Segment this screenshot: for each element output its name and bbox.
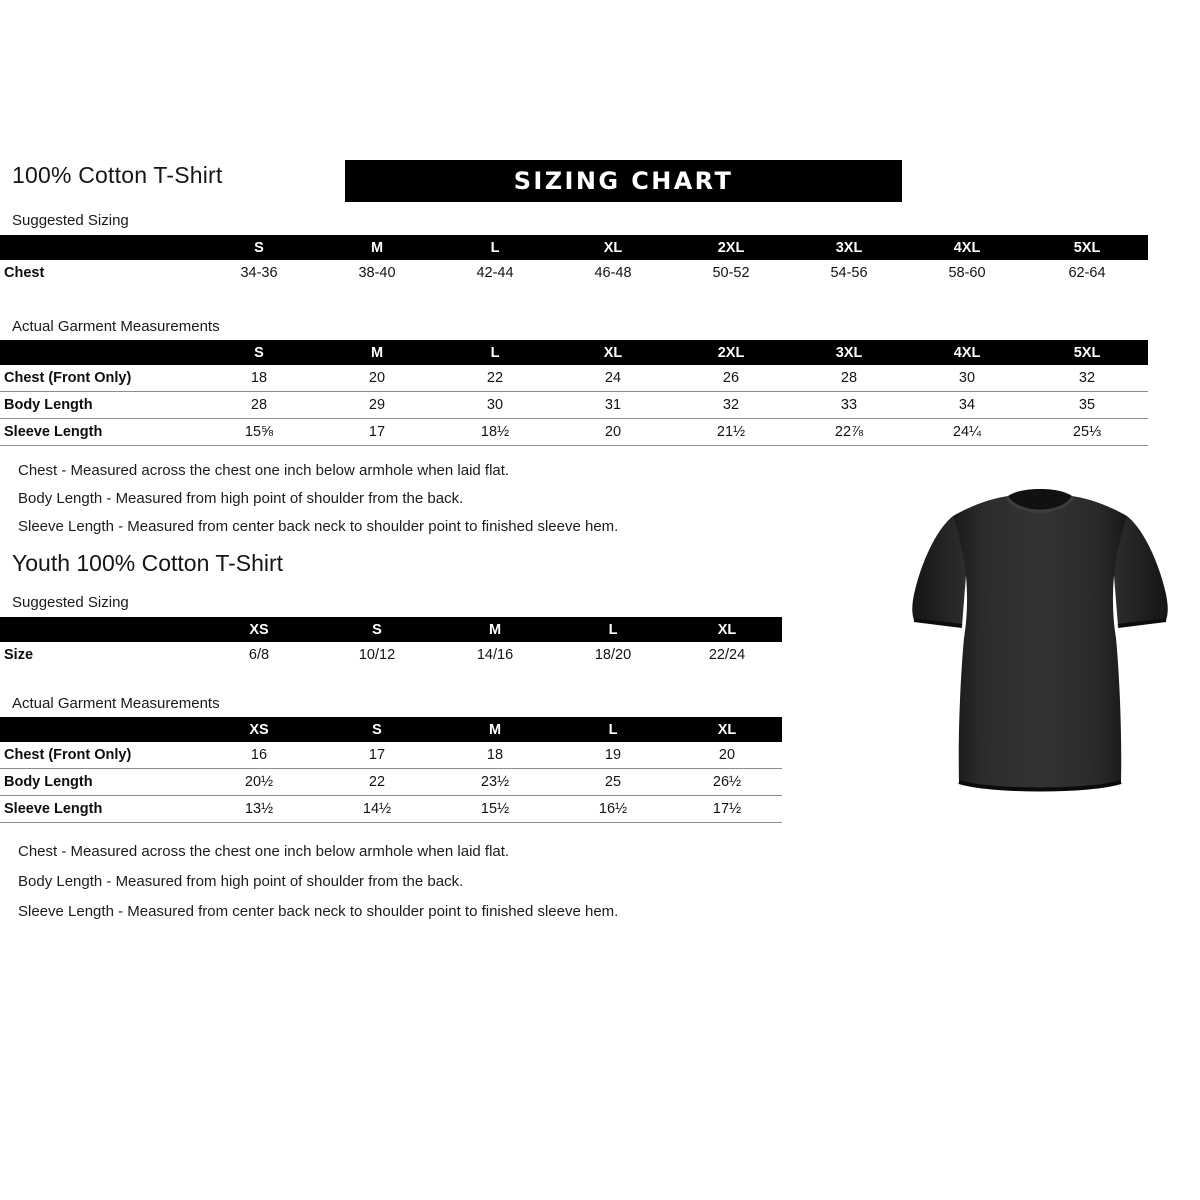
cell: 20½ <box>200 769 318 796</box>
cell: 19 <box>554 742 672 769</box>
adult-actual-label: Actual Garment Measurements <box>12 318 220 335</box>
col-head-8: 5XL <box>1026 340 1148 365</box>
youth-actual-label: Actual Garment Measurements <box>12 695 220 712</box>
cell: 21½ <box>672 419 790 446</box>
col-head-7: 4XL <box>908 340 1026 365</box>
col-head-3: M <box>436 717 554 742</box>
cell: 34-36 <box>240 265 278 281</box>
cell: 33 <box>790 392 908 419</box>
table-header-row <box>0 717 782 742</box>
cell: 30 <box>436 392 554 419</box>
cell: 38-40 <box>358 265 396 281</box>
cell: 16½ <box>554 796 672 823</box>
table-row <box>0 260 1148 286</box>
col-head-0 <box>0 617 200 642</box>
youth-note-body-length: Body Length - Measured from high point of shoulder from the back. <box>18 873 464 890</box>
cell: 20 <box>672 742 782 769</box>
table-row <box>0 742 782 769</box>
cell: 28 <box>200 392 318 419</box>
cell: 22⅞ <box>790 419 908 446</box>
col-head-0 <box>0 340 200 365</box>
cell: 46-48 <box>594 265 632 281</box>
cell: 42-44 <box>476 265 514 281</box>
col-head-3: L <box>436 235 554 260</box>
cell: 54-56 <box>830 265 868 281</box>
cell: 6/8 <box>248 647 270 663</box>
cell: 50-52 <box>712 265 750 281</box>
col-head-4: L <box>554 617 672 642</box>
col-head-1: XS <box>200 717 318 742</box>
table-row <box>0 392 1148 419</box>
sizing-chart-banner <box>345 160 902 202</box>
col-head-6: 3XL <box>790 235 908 260</box>
cell: 26½ <box>672 769 782 796</box>
table-row <box>0 365 1148 392</box>
col-head-2: S <box>318 717 436 742</box>
table-row <box>0 642 782 668</box>
cell: 17 <box>318 419 436 446</box>
row-label: Body Length <box>0 392 200 419</box>
col-head-5: 2XL <box>672 340 790 365</box>
row-label: Sleeve Length <box>0 419 200 446</box>
col-head-4: L <box>554 717 672 742</box>
row-label: Size <box>4 647 34 663</box>
cell: 20 <box>554 419 672 446</box>
adult-note-sleeve-length: Sleeve Length - Measured from center back neck to shoulder point to finished sleeve hem. <box>18 518 619 535</box>
col-head-5: XL <box>672 617 782 642</box>
col-head-3: M <box>436 617 554 642</box>
cell: 14/16 <box>476 647 514 663</box>
cell: 26 <box>672 365 790 392</box>
cell: 10/12 <box>358 647 396 663</box>
cell: 18 <box>436 742 554 769</box>
row-label: Chest (Front Only) <box>0 742 200 769</box>
adult-note-chest: Chest - Measured across the chest one inch below armhole when laid flat. <box>18 462 510 479</box>
cell: 25 <box>554 769 672 796</box>
col-head-2: M <box>318 235 436 260</box>
cell: 13½ <box>200 796 318 823</box>
cell: 14½ <box>318 796 436 823</box>
youth-actual-table <box>0 717 782 823</box>
cell: 17 <box>318 742 436 769</box>
adult-suggested-table <box>0 235 1148 286</box>
col-head-7: 4XL <box>908 235 1026 260</box>
cell: 23½ <box>436 769 554 796</box>
cell: 29 <box>318 392 436 419</box>
cell: 16 <box>200 742 318 769</box>
row-label: Chest (Front Only) <box>0 365 200 392</box>
adult-note-body-length: Body Length - Measured from high point of shoulder from the back. <box>18 490 464 507</box>
col-head-5: XL <box>672 717 782 742</box>
page-title: 100% Cotton T-Shirt <box>12 162 223 188</box>
table-header-row <box>0 235 1148 260</box>
cell: 24 <box>554 365 672 392</box>
col-head-0 <box>0 235 200 260</box>
cell: 31 <box>554 392 672 419</box>
table-row <box>0 419 1148 446</box>
col-head-6: 3XL <box>790 340 908 365</box>
cell: 22/24 <box>708 647 746 663</box>
col-head-3: L <box>436 340 554 365</box>
row-label: Body Length <box>0 769 200 796</box>
table-header-row <box>0 340 1148 365</box>
cell: 22 <box>318 769 436 796</box>
cell: 18 <box>200 365 318 392</box>
row-label: Chest <box>4 265 45 281</box>
header <box>12 160 902 202</box>
cell: 18½ <box>436 419 554 446</box>
cell: 17½ <box>672 796 782 823</box>
table-header-row <box>0 617 782 642</box>
black-t-shirt-icon <box>890 470 1190 815</box>
col-head-1: S <box>200 235 318 260</box>
cell: 58-60 <box>948 265 986 281</box>
cell: 62-64 <box>1068 265 1106 281</box>
cell: 20 <box>318 365 436 392</box>
adult-actual-table <box>0 340 1148 446</box>
col-head-1: S <box>200 340 318 365</box>
col-head-2: M <box>318 340 436 365</box>
youth-suggested-table <box>0 617 782 668</box>
banner-label: SIZING CHART <box>513 167 734 195</box>
youth-suggested-label: Suggested Sizing <box>12 594 129 611</box>
cell: 34 <box>908 392 1026 419</box>
col-head-8: 5XL <box>1026 235 1148 260</box>
cell: 35 <box>1026 392 1148 419</box>
cell: 18/20 <box>594 647 632 663</box>
cell: 15⅝ <box>200 419 318 446</box>
table-row <box>0 796 782 823</box>
adult-suggested-label: Suggested Sizing <box>12 212 129 229</box>
col-head-1: XS <box>200 617 318 642</box>
col-head-5: 2XL <box>672 235 790 260</box>
cell: 15½ <box>436 796 554 823</box>
table-row <box>0 769 782 796</box>
col-head-0 <box>0 717 200 742</box>
cell: 28 <box>790 365 908 392</box>
cell: 22 <box>436 365 554 392</box>
youth-note-chest: Chest - Measured across the chest one inch below armhole when laid flat. <box>18 843 510 860</box>
cell: 32 <box>1026 365 1148 392</box>
col-head-4: XL <box>554 235 672 260</box>
youth-title: Youth 100% Cotton T-Shirt <box>12 550 284 576</box>
cell: 25⅓ <box>1026 419 1148 446</box>
cell: 24¼ <box>908 419 1026 446</box>
youth-note-sleeve-length: Sleeve Length - Measured from center back neck to shoulder point to finished sleeve hem. <box>18 903 619 920</box>
col-head-2: S <box>318 617 436 642</box>
t-shirt-image <box>890 470 1190 815</box>
col-head-4: XL <box>554 340 672 365</box>
cell: 30 <box>908 365 1026 392</box>
cell: 32 <box>672 392 790 419</box>
row-label: Sleeve Length <box>0 796 200 823</box>
